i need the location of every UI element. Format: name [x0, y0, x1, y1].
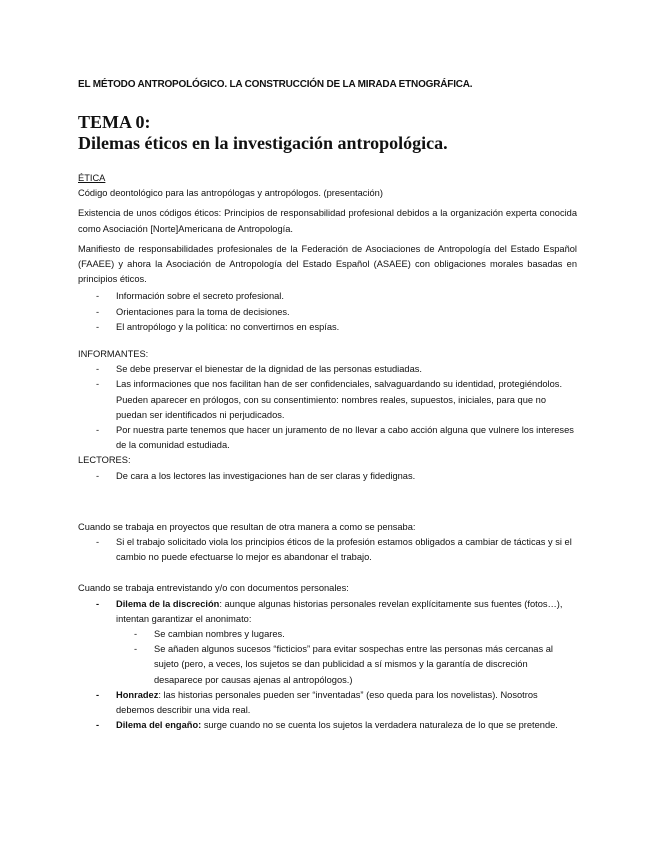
discrecion-sublist — [116, 627, 577, 688]
etica-paragraph-2: Existencia de unos códigos éticos: Principios de responsabilidad profesional debidos a la organización experta conocida como Asociación [Norte]Americana de Antropología. — [78, 208, 577, 234]
topic-title — [78, 112, 448, 154]
section-heading-etica: ÉTICA — [78, 173, 106, 183]
etica-list — [78, 289, 577, 335]
lectores-list — [78, 469, 577, 484]
entrevistas-intro: Cuando se trabaja entrevistando y/o con documentos personales: — [78, 583, 349, 594]
entrevistas-list — [78, 597, 577, 734]
topic-name: Dilemas éticos en la investigación antropológica. — [78, 133, 448, 153]
list-item: - Las informaciones que nos facilitan han de ser confidenciales, salvaguardando su identidad, protegiéndolos. Pueden aparecer en prólogos, con su consentimiento: nombres reales, supuestos, iniciales, para que no puedan ser identificados ni perjudicados. — [116, 377, 577, 423]
list-item: - Se debe preservar el bienestar de la dignidad de las personas estudiadas. — [116, 362, 577, 377]
proyectos-list — [78, 535, 577, 565]
section-heading-informantes: INFORMANTES: — [78, 349, 149, 360]
list-item: - Orientaciones para la toma de decisiones. — [116, 305, 577, 320]
document-body — [78, 171, 577, 734]
list-item: - Información sobre el secreto profesional. — [116, 289, 577, 304]
course-header: EL MÉTODO ANTROPOLÓGICO. LA CONSTRUCCIÓN DE LA MIRADA ETNOGRÁFICA. — [78, 79, 473, 90]
text-engano: surge cuando no se cuenta los sujetos la verdadera naturaleza de lo que se pretende. — [201, 720, 558, 731]
term-engano: Dilema del engaño: — [116, 720, 202, 731]
etica-paragraph-3: Manifiesto de responsabilidades profesionales de la Federación de Asociaciones de Antropología del Estado Español (FAAEE) y ahora la Asociación de Antropología del Estado Español (ASAEE) con obligaciones morales basadas en principios éticos. — [78, 243, 577, 285]
list-item: - Si el trabajo solicitado viola los principios éticos de la profesión estamos obligados a cambiar de tácticas y si el cambio no puede efectuarse lo mejor es abandonar el trabajo. — [116, 535, 577, 565]
section-heading-lectores: LECTORES: — [78, 455, 131, 466]
text-discrecion: : aunque algunas historias personales revelan explícitamente sus fuentes (fotos…), intentan garantizar el anonimato: — [116, 598, 563, 624]
list-item-engano — [116, 718, 577, 733]
term-honradez: Honradez — [116, 689, 159, 700]
text-honradez: : las historias personales pueden ser “inventadas” (eso queda para los novelistas). Nosotros debemos describir una vida real. — [116, 689, 538, 716]
sub-list-item: - Se añaden algunos sucesos “ficticios” para evitar sospechas entre las personas más cercanas al sujeto (pero, a veces, los sujetos se dan publicidad a sí mismos y la garantía de discreción desaparece por causas ajenas al antropólogos.) — [154, 642, 577, 688]
list-item: - De cara a los lectores las investigaciones han de ser claras y fidedignas. — [116, 469, 577, 484]
sub-list-item: - Se cambian nombres y lugares. — [154, 627, 577, 642]
topic-number: TEMA 0: — [78, 112, 151, 132]
list-item-discrecion — [116, 597, 577, 688]
list-item-honradez — [116, 688, 577, 718]
list-item: - Por nuestra parte tenemos que hacer un juramento de no llevar a cabo acción alguna que vulnere los intereses de la comunidad estudiada. — [116, 423, 577, 453]
proyectos-intro: Cuando se trabaja en proyectos que resultan de otra manera a como se pensaba: — [78, 521, 416, 532]
etica-paragraph-1: Código deontológico para las antropólogas y antropólogos. (presentación) — [78, 188, 383, 199]
list-item: - El antropólogo y la política: no convertirnos en espías. — [116, 320, 577, 335]
term-discrecion: Dilema de la discreción — [116, 598, 220, 609]
informantes-list — [78, 362, 577, 453]
